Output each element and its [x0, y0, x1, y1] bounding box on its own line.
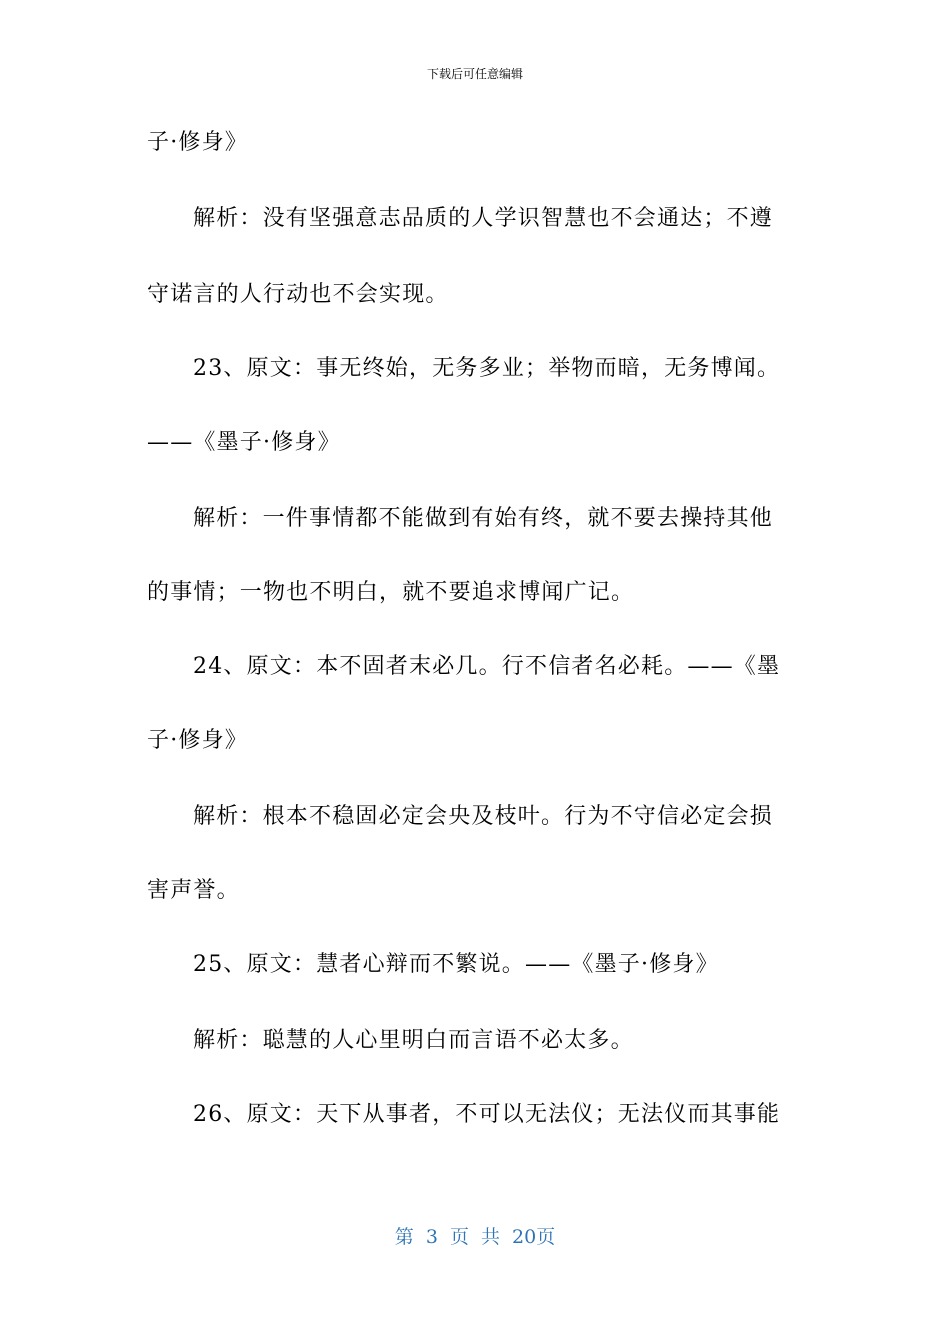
text-line: 害声誉。: [147, 878, 240, 903]
text-line: ——《墨子·修身》: [147, 430, 341, 455]
text-line: 25、原文：慧者心辩而不繁说。——《墨子·修身》: [193, 952, 719, 977]
text-line: 子·修身》: [147, 130, 248, 155]
text-line: 23、原文：事无终始，无务多业；举物而暗，无务博闻。: [193, 356, 781, 381]
text-line: 子·修身》: [147, 728, 248, 753]
text-line: 解析：没有坚强意志品质的人学识智慧也不会通达；不遵: [193, 206, 774, 231]
text-line: 解析：聪慧的人心里明白而言语不必太多。: [193, 1028, 634, 1053]
text-line: 24、原文：本不固者末必几。行不信者名必耗。——《墨: [193, 654, 781, 679]
text-line: 的事情；一物也不明白，就不要追求博闻广记。: [147, 580, 635, 605]
page-footer: 第 3 页 共 20页: [394, 1226, 556, 1248]
text-line: 解析：一件事情都不能做到有始有终，就不要去操持其他: [193, 506, 774, 531]
text-line: 26、原文：天下从事者，不可以无法仪；无法仪而其事能: [193, 1102, 781, 1127]
text-line: 守诺言的人行动也不会实现。: [147, 282, 449, 307]
text-line: 解析：根本不稳固必定会央及枝叶。行为不守信必定会损: [193, 804, 774, 829]
page-header: 下载后可任意编辑: [426, 67, 523, 81]
